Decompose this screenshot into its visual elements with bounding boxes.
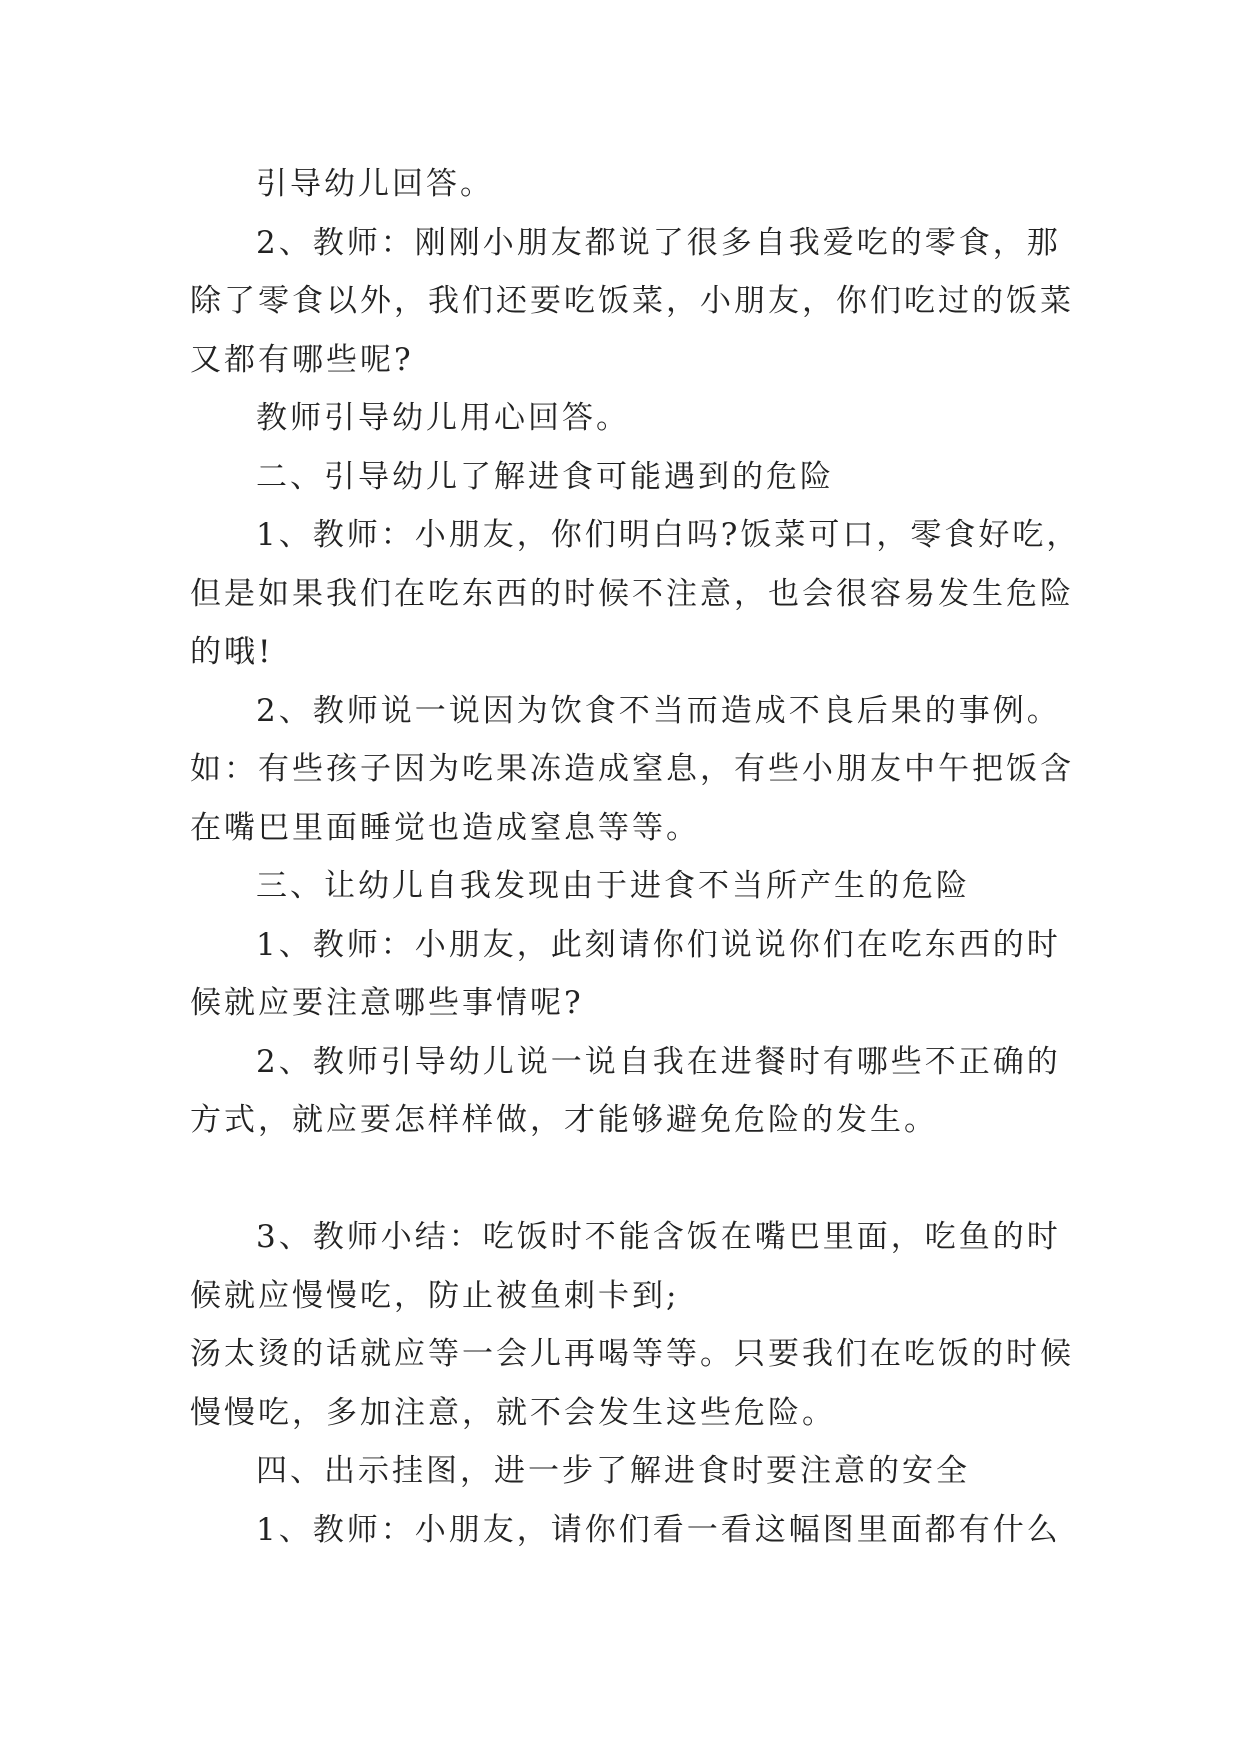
section-heading: 三、让幼儿自我发现由于进食不当所产生的危险 xyxy=(256,868,970,904)
text-line: 的哦! xyxy=(190,634,274,670)
text-line: 如：有些孩子因为吃果冻造成窒息，有些小朋友中午把饭含 xyxy=(190,751,1074,787)
text-line: 在嘴巴里面睡觉也造成窒息等等。 xyxy=(190,809,700,846)
text-line: 除了零食以外，我们还要吃饭菜，小朋友，你们吃过的饭菜 xyxy=(190,283,1074,319)
text-line: 1、教师：小朋友，你们明白吗?饭菜可口，零食好吃， xyxy=(256,517,1081,553)
text-line: 候就应要注意哪些事情呢? xyxy=(190,985,584,1021)
text-line: 2、教师说一说因为饮食不当而造成不良后果的事例。 xyxy=(256,692,1061,729)
text-line: 引导幼儿回答。 xyxy=(256,166,494,202)
paragraph-gap xyxy=(190,1150,1060,1209)
text-line: 又都有哪些呢? xyxy=(190,341,414,378)
document-body xyxy=(190,155,1081,1559)
text-line: 但是如果我们在吃东西的时候不注意，也会很容易发生危险 xyxy=(190,575,1074,612)
text-line: 候就应慢慢吃，防止被鱼刺卡到; xyxy=(190,1277,680,1314)
section-heading: 二、引导幼儿了解进食可能遇到的危险 xyxy=(256,458,834,495)
text-line: 1、教师：小朋友，此刻请你们说说你们在吃东西的时 xyxy=(256,926,1061,963)
section-heading: 四、出示挂图，进一步了解进食时要注意的安全 xyxy=(256,1453,970,1489)
text-line: 1、教师：小朋友，请你们看一看这幅图里面都有什么 xyxy=(256,1511,1061,1548)
text-line: 慢慢吃，多加注意，就不会发生这些危险。 xyxy=(190,1394,836,1431)
text-line: 2、教师引导幼儿说一说自我在进餐时有哪些不正确的 xyxy=(256,1043,1061,1080)
text-line: 方式，就应要怎样样做，才能够避免危险的发生。 xyxy=(190,1102,938,1138)
text-line: 2、教师：刚刚小朋友都说了很多自我爱吃的零食，那 xyxy=(256,224,1061,261)
text-line: 3、教师小结：吃饭时不能含饭在嘴巴里面，吃鱼的时 xyxy=(256,1219,1061,1255)
text-line: 教师引导幼儿用心回答。 xyxy=(256,400,630,436)
text-line: 汤太烫的话就应等一会儿再喝等等。只要我们在吃饭的时候 xyxy=(190,1336,1074,1372)
